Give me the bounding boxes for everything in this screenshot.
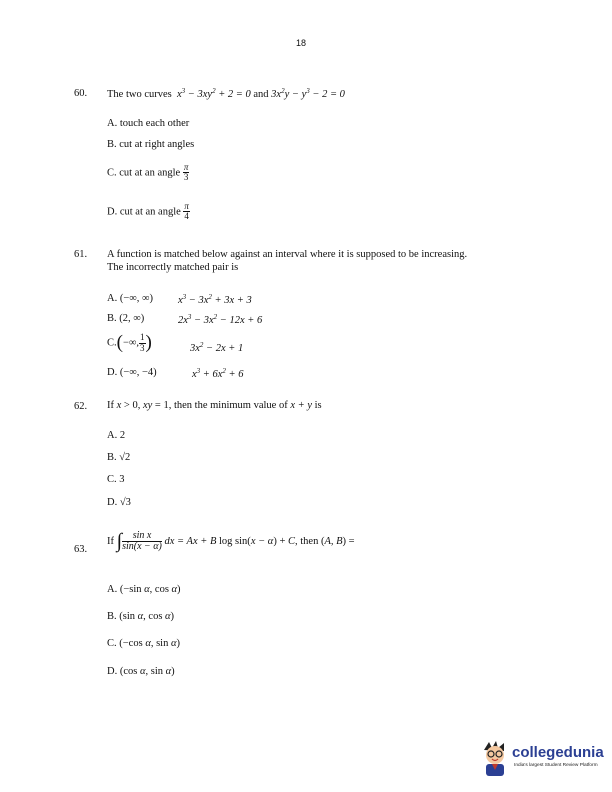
option-b[interactable]: B. √2 bbox=[107, 452, 131, 463]
option-b[interactable]: B. (sin α, cos α) bbox=[107, 611, 175, 622]
option-b[interactable]: B. (2, ∞) bbox=[107, 313, 145, 324]
option-d[interactable]: D. (cos α, sin α) bbox=[107, 666, 175, 677]
option-d-function: $x^3 + 6x^2 + 6$ bbox=[192, 367, 244, 380]
option-a[interactable]: A. (−sin α, cos α) bbox=[107, 584, 181, 595]
question-number: 63. bbox=[74, 544, 88, 555]
option-a[interactable]: A. (−∞, ∞) bbox=[107, 293, 153, 304]
option-c-function: $3x^2 - 2x + 1$ bbox=[190, 341, 244, 354]
option-d[interactable]: D. √3 bbox=[107, 497, 131, 508]
question-number: 61. bbox=[74, 249, 88, 260]
question-stem-line2: The incorrectly matched pair is bbox=[107, 262, 239, 273]
option-a[interactable]: A. 2 bbox=[107, 430, 126, 441]
question-stem-line1: A function is matched below against an interval where it is supposed to be increasing. bbox=[107, 249, 468, 260]
collegedunia-logo: collegedunia India's largest Student Review Platform bbox=[478, 738, 604, 780]
option-c[interactable]: C. 3 bbox=[107, 474, 125, 485]
option-b-function: $2x^3 - 3x^2 - 12x + 6$ bbox=[178, 313, 263, 326]
question-stem: The two curves $x^3 - 3xy^2 + 2 = 0$ and $3x^2y - y^3 - 2 = 0$ bbox=[107, 87, 345, 100]
page-number: 18 bbox=[296, 38, 307, 48]
question-number: 62. bbox=[74, 401, 88, 412]
question-stem: If x > 0, xy = 1, then the minimum value of x + y is bbox=[107, 400, 322, 411]
option-d[interactable]: D. cut at an angle $\frac{\pi}{4}$ bbox=[107, 201, 189, 222]
option-c[interactable]: C. cut at an angle $\frac{\pi}{3}$ bbox=[107, 162, 189, 183]
mascot-icon bbox=[480, 740, 510, 778]
option-b[interactable]: B. cut at right angles bbox=[107, 139, 195, 150]
option-d[interactable]: D. (−∞, −4) bbox=[107, 367, 157, 378]
option-a[interactable]: A. touch each other bbox=[107, 118, 190, 129]
option-c[interactable]: C.(−∞, $\frac{1}{3}$ ) bbox=[107, 332, 152, 353]
option-a-function: $x^3 - 3x^2 + 3x + 3$ bbox=[178, 293, 252, 306]
question-stem: If ∫ $\frac{\text{sin x}}{\sin(x - \alpha)}$ dx = Ax + B log sin(x − α) + C, then (A, B) = bbox=[107, 529, 355, 552]
option-c[interactable]: C. (−cos α, sin α) bbox=[107, 638, 180, 649]
question-number: 60. bbox=[74, 88, 88, 99]
